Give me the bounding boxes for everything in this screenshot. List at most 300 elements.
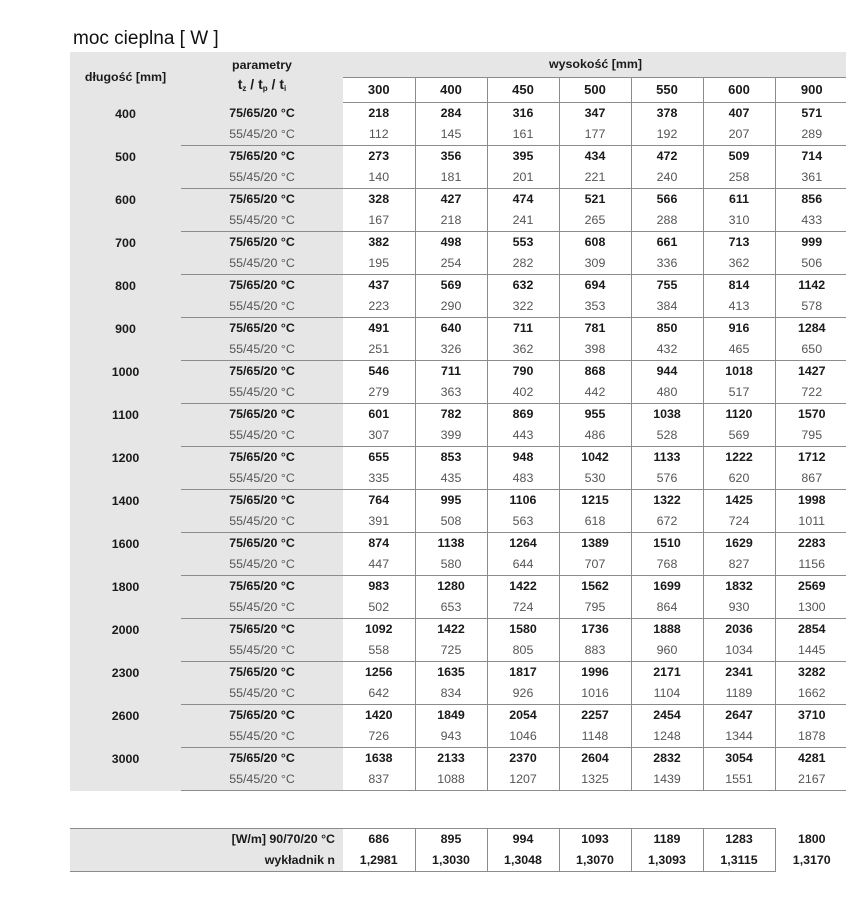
value-cell: 1562 bbox=[559, 576, 631, 598]
value-cell: 707 bbox=[559, 554, 631, 576]
parameter-cell: 55/45/20 °C bbox=[181, 210, 343, 232]
parameter-cell: 75/65/20 °C bbox=[181, 275, 343, 297]
value-cell: 563 bbox=[487, 511, 559, 533]
value-cell: 640 bbox=[415, 318, 487, 340]
value-cell: 867 bbox=[775, 468, 846, 490]
parameter-cell: 55/45/20 °C bbox=[181, 769, 343, 791]
value-cell: 999 bbox=[801, 235, 823, 249]
value-cell: 795 bbox=[775, 425, 846, 447]
parameter-cell: 55/45/20 °C bbox=[181, 124, 343, 146]
table-row bbox=[70, 253, 846, 275]
parameter-cell: 75/65/20 °C bbox=[181, 533, 343, 555]
value-cell: 218 bbox=[343, 103, 415, 125]
value-cell: 1425 bbox=[703, 490, 775, 512]
value-cell: 480 bbox=[631, 382, 703, 404]
value-cell: 498 bbox=[415, 232, 487, 254]
parameter-cell: 55/45/20 °C bbox=[181, 683, 343, 705]
value-cell: 258 bbox=[703, 167, 775, 189]
value-cell: 856 bbox=[801, 192, 823, 206]
value-cell: 240 bbox=[631, 167, 703, 189]
value-cell: 434 bbox=[559, 146, 631, 168]
value-cell: 328 bbox=[343, 189, 415, 211]
value-cell: 724 bbox=[487, 597, 559, 619]
value-cell: 955 bbox=[559, 404, 631, 426]
value-cell: 2257 bbox=[559, 705, 631, 727]
value-cell: 167 bbox=[343, 210, 415, 232]
value-cell: 827 bbox=[703, 554, 775, 576]
table-row bbox=[70, 103, 846, 125]
parameter-cell: 75/65/20 °C bbox=[181, 146, 343, 168]
summary-value: 994 bbox=[487, 829, 559, 850]
summary-value: 1189 bbox=[631, 829, 703, 850]
value-cell: 608 bbox=[559, 232, 631, 254]
value-cell: 1148 bbox=[559, 726, 631, 748]
summary-value: 1093 bbox=[559, 829, 631, 850]
value-cell: 2054 bbox=[487, 705, 559, 727]
value-cell: 432 bbox=[631, 339, 703, 361]
value-cell: 694 bbox=[559, 275, 631, 297]
value-cell: 1215 bbox=[559, 490, 631, 512]
summary-value: 1,3048 bbox=[487, 850, 559, 871]
value-cell: 362 bbox=[487, 339, 559, 361]
value-cell: 632 bbox=[487, 275, 559, 297]
value-cell: 1325 bbox=[559, 769, 631, 791]
value-cell: 726 bbox=[343, 726, 415, 748]
summary-value: 1,3030 bbox=[415, 850, 487, 871]
value-cell: 347 bbox=[559, 103, 631, 125]
value-cell: 571 bbox=[801, 106, 823, 120]
value-cell: 307 bbox=[343, 425, 415, 447]
value-cell: 289 bbox=[775, 124, 846, 146]
value-cell: 576 bbox=[631, 468, 703, 490]
value-cell: 437 bbox=[343, 275, 415, 297]
value-cell: 1422 bbox=[415, 619, 487, 641]
value-cell: 672 bbox=[631, 511, 703, 533]
value-cell: 1322 bbox=[631, 490, 703, 512]
value-cell: 361 bbox=[775, 167, 846, 189]
value-cell: 356 bbox=[415, 146, 487, 168]
summary-value: 686 bbox=[343, 829, 415, 850]
value-cell: 960 bbox=[631, 640, 703, 662]
value-cell: 611 bbox=[703, 189, 775, 211]
value-cell: 2569 bbox=[797, 579, 826, 593]
value-cell: 362 bbox=[703, 253, 775, 275]
value-cell: 207 bbox=[703, 124, 775, 146]
value-cell: 764 bbox=[343, 490, 415, 512]
value-cell: 1445 bbox=[775, 640, 846, 662]
value-cell: 1878 bbox=[775, 726, 846, 748]
value-cell: 218 bbox=[415, 210, 487, 232]
parameter-cell: 55/45/20 °C bbox=[181, 468, 343, 490]
value-cell: 874 bbox=[343, 533, 415, 555]
value-cell: 279 bbox=[343, 382, 415, 404]
value-cell: 1034 bbox=[703, 640, 775, 662]
value-cell: 290 bbox=[415, 296, 487, 318]
value-cell: 284 bbox=[415, 103, 487, 125]
value-cell: 2604 bbox=[559, 748, 631, 770]
value-cell: 805 bbox=[487, 640, 559, 662]
table-row bbox=[70, 576, 846, 598]
table-row bbox=[70, 210, 846, 232]
value-cell: 474 bbox=[487, 189, 559, 211]
value-cell: 869 bbox=[487, 404, 559, 426]
value-cell: 1635 bbox=[415, 662, 487, 684]
value-cell: 1300 bbox=[775, 597, 846, 619]
value-cell: 711 bbox=[415, 361, 487, 383]
value-cell: 2370 bbox=[487, 748, 559, 770]
height-column-header: 500 bbox=[559, 78, 631, 103]
value-cell: 1138 bbox=[415, 533, 487, 555]
table-row bbox=[70, 640, 846, 662]
parameter-cell: 75/65/20 °C bbox=[181, 404, 343, 426]
value-cell: 1427 bbox=[797, 364, 826, 378]
parameter-cell: 75/65/20 °C bbox=[181, 447, 343, 469]
value-cell: 195 bbox=[343, 253, 415, 275]
value-cell: 1207 bbox=[487, 769, 559, 791]
value-cell: 1420 bbox=[343, 705, 415, 727]
value-cell: 1996 bbox=[559, 662, 631, 684]
parameter-cell: 55/45/20 °C bbox=[181, 425, 343, 447]
value-cell: 3054 bbox=[703, 748, 775, 770]
value-cell: 601 bbox=[343, 404, 415, 426]
table-row bbox=[70, 232, 846, 254]
value-cell: 384 bbox=[631, 296, 703, 318]
parameter-cell: 55/45/20 °C bbox=[181, 167, 343, 189]
length-header: długość [mm] bbox=[70, 52, 181, 103]
value-cell: 661 bbox=[631, 232, 703, 254]
table-row bbox=[70, 318, 846, 340]
value-cell: 853 bbox=[415, 447, 487, 469]
value-cell: 161 bbox=[487, 124, 559, 146]
parameters-header bbox=[181, 52, 343, 103]
value-cell: 714 bbox=[801, 149, 823, 163]
table-row bbox=[70, 683, 846, 705]
table-row bbox=[70, 662, 846, 684]
summary-row bbox=[70, 850, 846, 871]
parameter-cell: 55/45/20 °C bbox=[181, 253, 343, 275]
value-cell: 509 bbox=[703, 146, 775, 168]
parameters-label: parametry bbox=[232, 57, 292, 72]
summary-value: 1,3115 bbox=[703, 850, 775, 871]
parameter-cell: 75/65/20 °C bbox=[181, 705, 343, 727]
value-cell: 713 bbox=[703, 232, 775, 254]
value-cell: 336 bbox=[631, 253, 703, 275]
value-cell: 864 bbox=[631, 597, 703, 619]
summary-value: 1,3070 bbox=[559, 850, 631, 871]
parameter-cell: 75/65/20 °C bbox=[181, 748, 343, 770]
table-row bbox=[70, 382, 846, 404]
parameter-cell: 75/65/20 °C bbox=[181, 361, 343, 383]
value-cell: 1662 bbox=[775, 683, 846, 705]
value-cell: 1018 bbox=[703, 361, 775, 383]
value-cell: 140 bbox=[343, 167, 415, 189]
length-cell: 1000 bbox=[70, 361, 181, 404]
table-row bbox=[70, 533, 846, 555]
length-cell: 1800 bbox=[70, 576, 181, 619]
table-row bbox=[70, 296, 846, 318]
value-cell: 1248 bbox=[631, 726, 703, 748]
value-cell: 995 bbox=[415, 490, 487, 512]
value-cell: 528 bbox=[631, 425, 703, 447]
value-cell: 378 bbox=[631, 103, 703, 125]
parameter-cell: 55/45/20 °C bbox=[181, 597, 343, 619]
value-cell: 241 bbox=[487, 210, 559, 232]
value-cell: 1016 bbox=[559, 683, 631, 705]
parameter-cell: 75/65/20 °C bbox=[181, 318, 343, 340]
value-cell: 530 bbox=[559, 468, 631, 490]
value-cell: 326 bbox=[415, 339, 487, 361]
parameter-cell: 75/65/20 °C bbox=[181, 232, 343, 254]
length-cell: 900 bbox=[70, 318, 181, 361]
value-cell: 569 bbox=[415, 275, 487, 297]
value-cell: 398 bbox=[559, 339, 631, 361]
value-cell: 1736 bbox=[559, 619, 631, 641]
value-cell: 1817 bbox=[487, 662, 559, 684]
value-cell: 983 bbox=[343, 576, 415, 598]
value-cell: 112 bbox=[343, 124, 415, 146]
value-cell: 868 bbox=[559, 361, 631, 383]
length-cell: 1600 bbox=[70, 533, 181, 576]
value-cell: 620 bbox=[703, 468, 775, 490]
value-cell: 2283 bbox=[797, 536, 826, 550]
length-cell: 400 bbox=[70, 103, 181, 146]
table-row bbox=[70, 275, 846, 297]
value-cell: 145 bbox=[415, 124, 487, 146]
value-cell: 1280 bbox=[415, 576, 487, 598]
value-cell: 442 bbox=[559, 382, 631, 404]
table-row bbox=[70, 361, 846, 383]
value-cell: 655 bbox=[343, 447, 415, 469]
summary-value: 1,3093 bbox=[631, 850, 703, 871]
value-cell: 491 bbox=[343, 318, 415, 340]
value-cell: 322 bbox=[487, 296, 559, 318]
heat-output-table bbox=[70, 52, 826, 791]
value-cell: 650 bbox=[775, 339, 846, 361]
value-cell: 711 bbox=[487, 318, 559, 340]
value-cell: 930 bbox=[703, 597, 775, 619]
value-cell: 725 bbox=[415, 640, 487, 662]
height-column-header: 600 bbox=[703, 78, 775, 103]
value-cell: 254 bbox=[415, 253, 487, 275]
summary-value: 895 bbox=[415, 829, 487, 850]
summary-value: 1,2981 bbox=[343, 850, 415, 871]
value-cell: 447 bbox=[343, 554, 415, 576]
value-cell: 1038 bbox=[631, 404, 703, 426]
value-cell: 1570 bbox=[797, 407, 826, 421]
value-cell: 546 bbox=[343, 361, 415, 383]
value-cell: 427 bbox=[415, 189, 487, 211]
value-cell: 768 bbox=[631, 554, 703, 576]
table-row bbox=[70, 554, 846, 576]
value-cell: 472 bbox=[631, 146, 703, 168]
height-column-header: 900 bbox=[775, 78, 846, 103]
value-cell: 201 bbox=[487, 167, 559, 189]
height-column-header: 400 bbox=[415, 78, 487, 103]
table-row bbox=[70, 748, 846, 770]
value-cell: 644 bbox=[487, 554, 559, 576]
length-cell: 700 bbox=[70, 232, 181, 275]
table-row bbox=[70, 769, 846, 791]
value-cell: 2133 bbox=[415, 748, 487, 770]
value-cell: 1092 bbox=[343, 619, 415, 641]
value-cell: 273 bbox=[343, 146, 415, 168]
length-cell: 600 bbox=[70, 189, 181, 232]
table-row bbox=[70, 705, 846, 727]
value-cell: 1849 bbox=[415, 705, 487, 727]
table-row bbox=[70, 146, 846, 168]
table-row bbox=[70, 468, 846, 490]
value-cell: 316 bbox=[487, 103, 559, 125]
value-cell: 883 bbox=[559, 640, 631, 662]
table-row bbox=[70, 511, 846, 533]
summary-value: 1283 bbox=[703, 829, 775, 850]
table-row bbox=[70, 124, 846, 146]
value-cell: 363 bbox=[415, 382, 487, 404]
length-cell: 2600 bbox=[70, 705, 181, 748]
value-cell: 1156 bbox=[775, 554, 846, 576]
value-cell: 2854 bbox=[797, 622, 826, 636]
value-cell: 3282 bbox=[797, 665, 826, 679]
value-cell: 486 bbox=[559, 425, 631, 447]
value-cell: 399 bbox=[415, 425, 487, 447]
parameter-cell: 55/45/20 °C bbox=[181, 339, 343, 361]
value-cell: 177 bbox=[559, 124, 631, 146]
value-cell: 1011 bbox=[775, 511, 846, 533]
value-cell: 282 bbox=[487, 253, 559, 275]
value-cell: 2036 bbox=[703, 619, 775, 641]
value-cell: 192 bbox=[631, 124, 703, 146]
value-cell: 335 bbox=[343, 468, 415, 490]
table-title: moc cieplna [ W ] bbox=[73, 28, 219, 49]
value-cell: 1222 bbox=[703, 447, 775, 469]
length-cell: 800 bbox=[70, 275, 181, 318]
value-cell: 2171 bbox=[631, 662, 703, 684]
value-cell: 2832 bbox=[631, 748, 703, 770]
summary-row bbox=[70, 829, 846, 850]
value-cell: 221 bbox=[559, 167, 631, 189]
summary-table bbox=[70, 828, 831, 872]
length-cell: 3000 bbox=[70, 748, 181, 791]
length-cell: 2300 bbox=[70, 662, 181, 705]
table-row bbox=[70, 339, 846, 361]
summary-label: wykładnik n bbox=[70, 850, 343, 871]
value-cell: 653 bbox=[415, 597, 487, 619]
value-cell: 1142 bbox=[798, 278, 826, 292]
table-row bbox=[70, 490, 846, 512]
value-cell: 395 bbox=[487, 146, 559, 168]
parameter-cell: 75/65/20 °C bbox=[181, 103, 343, 125]
value-cell: 722 bbox=[775, 382, 846, 404]
value-cell: 814 bbox=[703, 275, 775, 297]
value-cell: 1106 bbox=[487, 490, 559, 512]
value-cell: 309 bbox=[559, 253, 631, 275]
height-header: wysokość [mm] bbox=[343, 52, 846, 78]
value-cell: 1133 bbox=[631, 447, 703, 469]
summary-value: 1,3170 bbox=[792, 853, 831, 867]
length-cell: 1100 bbox=[70, 404, 181, 447]
value-cell: 1422 bbox=[487, 576, 559, 598]
value-cell: 1104 bbox=[631, 683, 703, 705]
table-row bbox=[70, 425, 846, 447]
parameter-cell: 55/45/20 °C bbox=[181, 511, 343, 533]
value-cell: 1629 bbox=[703, 533, 775, 555]
parameter-cell: 75/65/20 °C bbox=[181, 189, 343, 211]
value-cell: 1832 bbox=[703, 576, 775, 598]
value-cell: 1888 bbox=[631, 619, 703, 641]
parameter-cell: 55/45/20 °C bbox=[181, 726, 343, 748]
value-cell: 580 bbox=[415, 554, 487, 576]
value-cell: 508 bbox=[415, 511, 487, 533]
value-cell: 724 bbox=[703, 511, 775, 533]
summary-label: [W/m] 90/70/20 °C bbox=[70, 829, 343, 850]
length-cell: 2000 bbox=[70, 619, 181, 662]
value-cell: 837 bbox=[343, 769, 415, 791]
table-row bbox=[70, 447, 846, 469]
parameter-cell: 75/65/20 °C bbox=[181, 662, 343, 684]
value-cell: 391 bbox=[343, 511, 415, 533]
table-row bbox=[70, 167, 846, 189]
table-row bbox=[70, 726, 846, 748]
value-cell: 181 bbox=[415, 167, 487, 189]
value-cell: 795 bbox=[559, 597, 631, 619]
value-cell: 948 bbox=[487, 447, 559, 469]
value-cell: 755 bbox=[631, 275, 703, 297]
value-cell: 781 bbox=[559, 318, 631, 340]
value-cell: 1389 bbox=[559, 533, 631, 555]
value-cell: 435 bbox=[415, 468, 487, 490]
value-cell: 1264 bbox=[487, 533, 559, 555]
table-row bbox=[70, 189, 846, 211]
table-row bbox=[70, 597, 846, 619]
value-cell: 1712 bbox=[797, 450, 826, 464]
parameter-cell: 75/65/20 °C bbox=[181, 490, 343, 512]
table-row bbox=[70, 404, 846, 426]
height-column-header: 300 bbox=[343, 78, 415, 103]
value-cell: 1699 bbox=[631, 576, 703, 598]
value-cell: 223 bbox=[343, 296, 415, 318]
length-cell: 500 bbox=[70, 146, 181, 189]
value-cell: 502 bbox=[343, 597, 415, 619]
value-cell: 2341 bbox=[703, 662, 775, 684]
value-cell: 1088 bbox=[415, 769, 487, 791]
value-cell: 506 bbox=[775, 253, 846, 275]
value-cell: 1120 bbox=[703, 404, 775, 426]
value-cell: 943 bbox=[415, 726, 487, 748]
value-cell: 850 bbox=[631, 318, 703, 340]
value-cell: 558 bbox=[343, 640, 415, 662]
value-cell: 4281 bbox=[797, 751, 826, 765]
value-cell: 433 bbox=[775, 210, 846, 232]
value-cell: 465 bbox=[703, 339, 775, 361]
value-cell: 443 bbox=[487, 425, 559, 447]
value-cell: 642 bbox=[343, 683, 415, 705]
height-column-header: 450 bbox=[487, 78, 559, 103]
value-cell: 1344 bbox=[703, 726, 775, 748]
length-cell: 1400 bbox=[70, 490, 181, 533]
value-cell: 578 bbox=[775, 296, 846, 318]
parameter-cell: 75/65/20 °C bbox=[181, 619, 343, 641]
parameter-cell: 55/45/20 °C bbox=[181, 640, 343, 662]
length-cell: 1200 bbox=[70, 447, 181, 490]
value-cell: 310 bbox=[703, 210, 775, 232]
value-cell: 402 bbox=[487, 382, 559, 404]
value-cell: 407 bbox=[703, 103, 775, 125]
value-cell: 790 bbox=[487, 361, 559, 383]
value-cell: 1189 bbox=[703, 683, 775, 705]
parameter-cell: 55/45/20 °C bbox=[181, 382, 343, 404]
value-cell: 382 bbox=[343, 232, 415, 254]
value-cell: 916 bbox=[703, 318, 775, 340]
